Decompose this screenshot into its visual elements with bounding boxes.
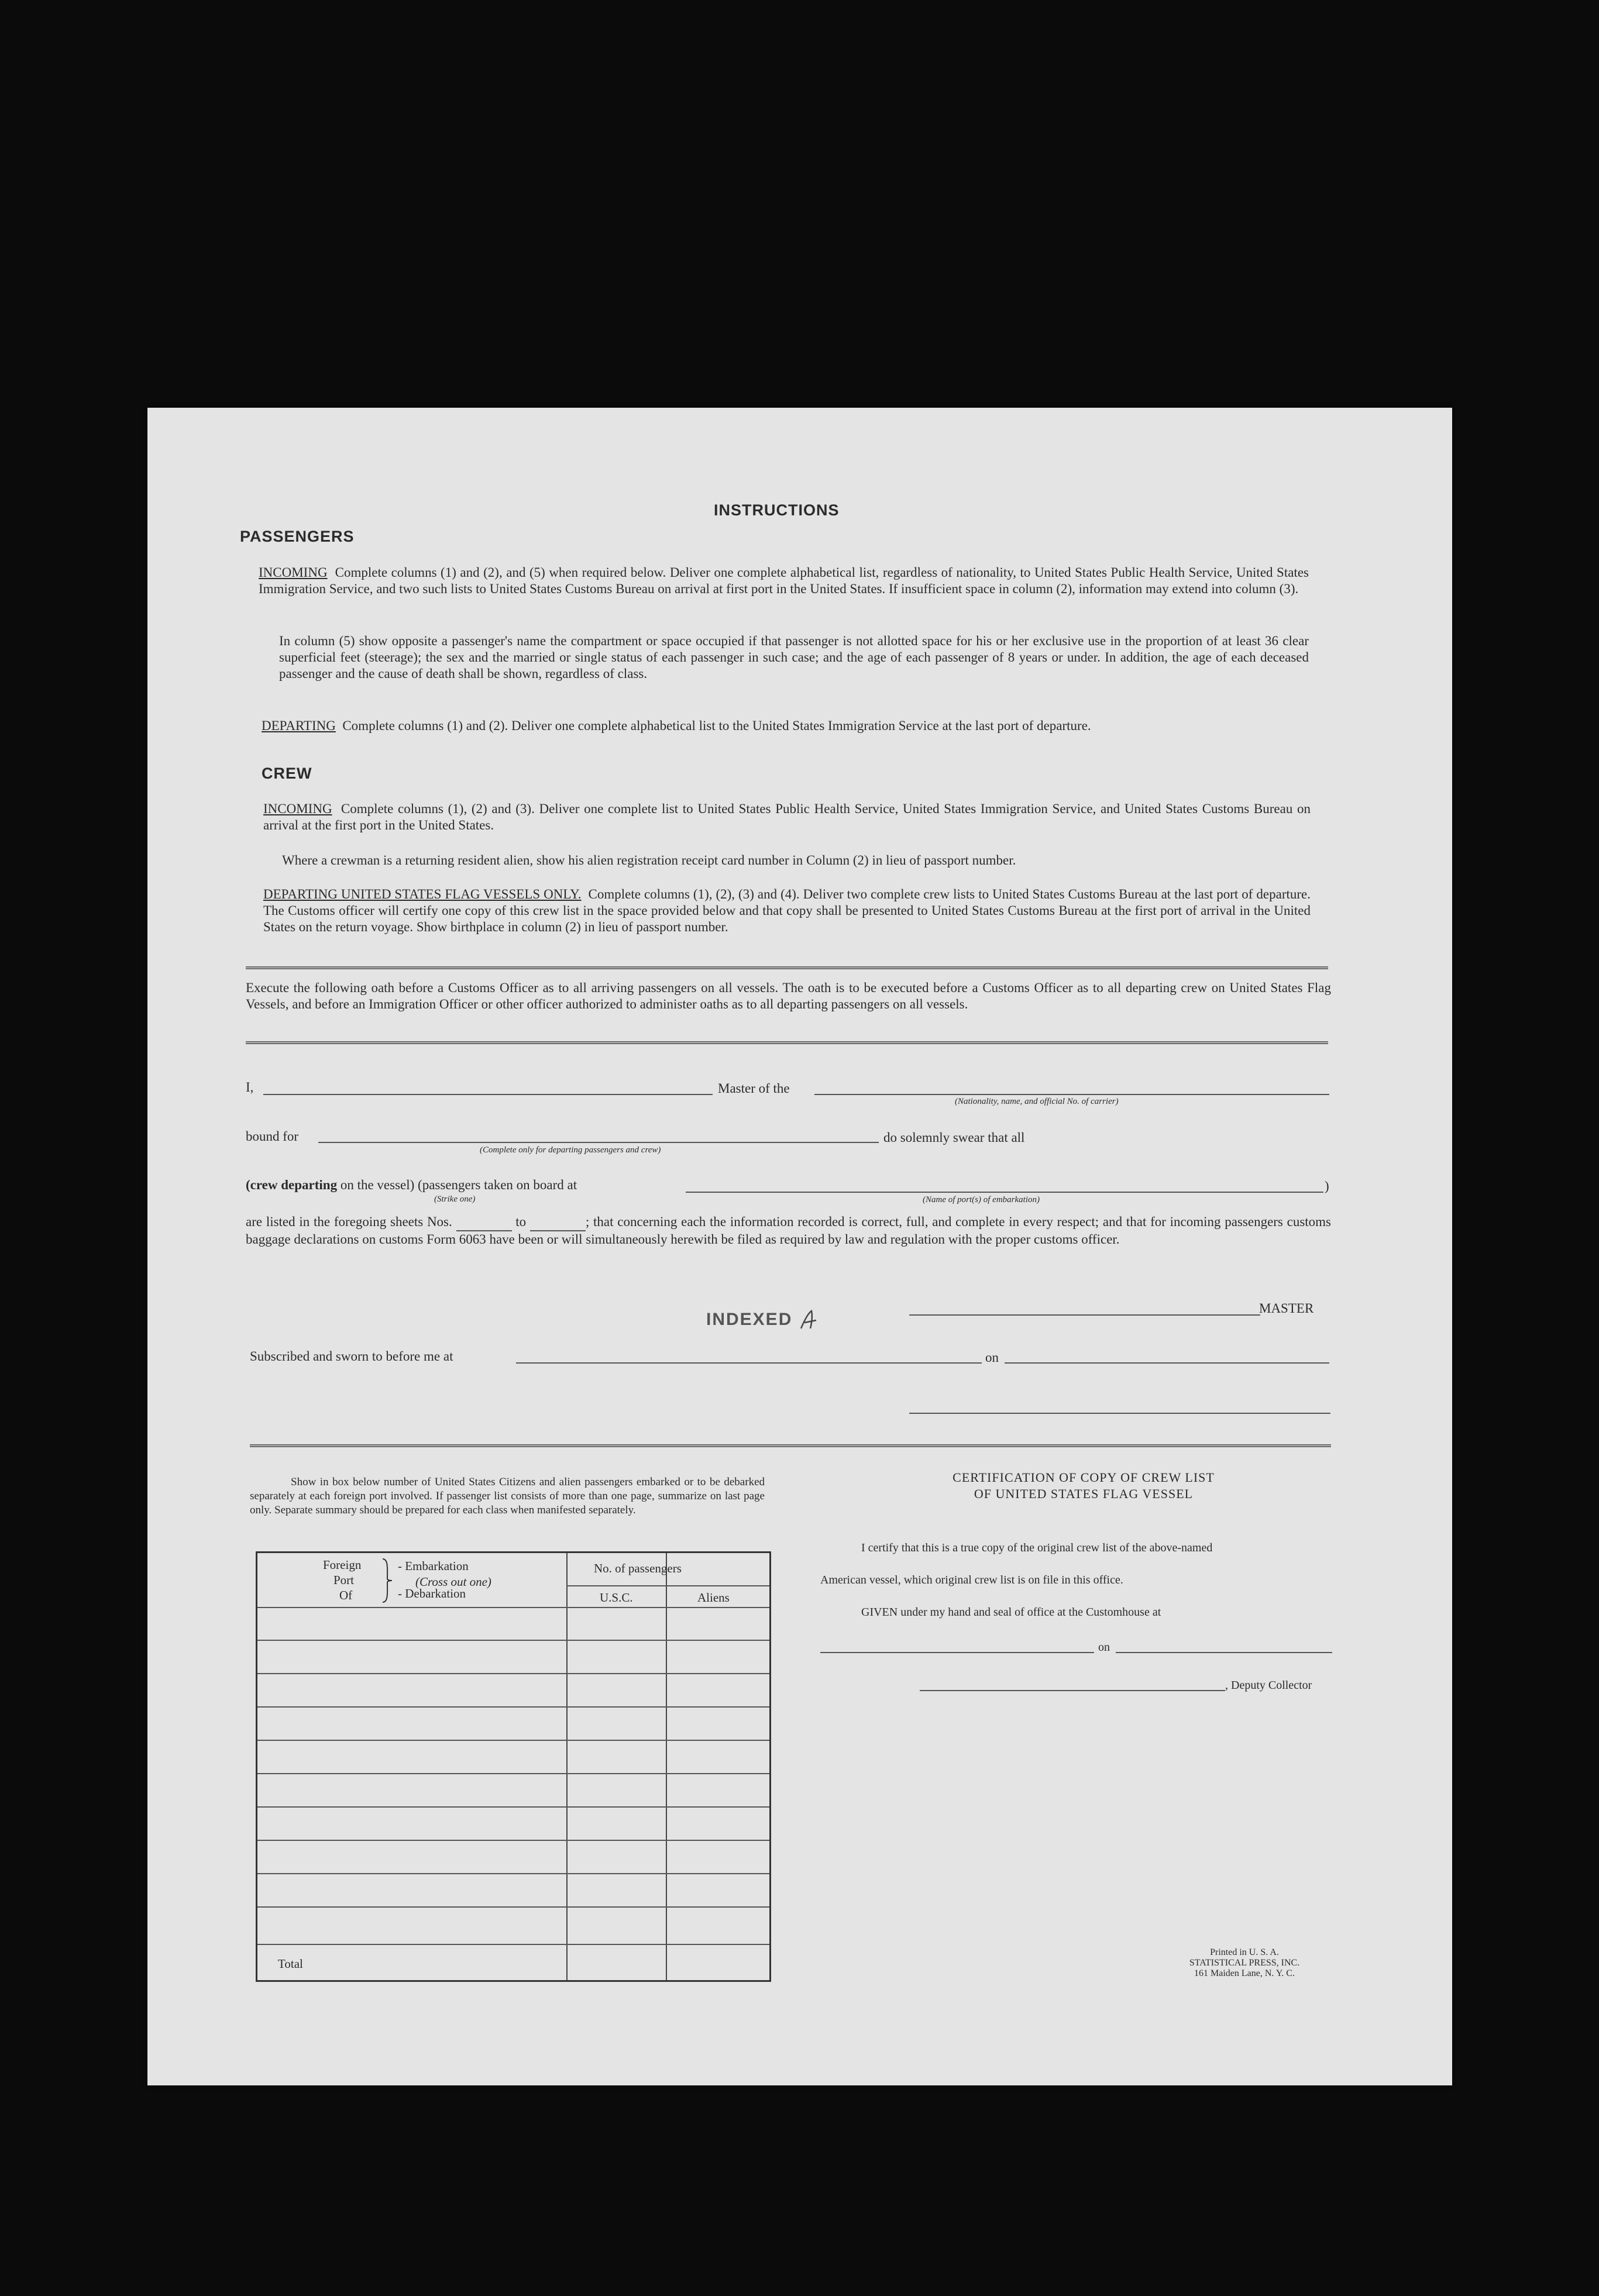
brace-icon [381,1558,394,1603]
header-embarkation: - Embarkation [398,1559,469,1573]
master-label: MASTER [1259,1301,1314,1316]
swear-text: do solemnly swear that all [883,1130,1025,1145]
printer-imprint [1157,1947,1332,1979]
passengers-taken-label: (passengers taken on board at [418,1178,577,1192]
total-label: Total [278,1957,303,1971]
certification-title-1: CERTIFICATION OF COPY OF CREW LIST [952,1470,1215,1485]
departing-label: DEPARTING [262,718,336,733]
indexed-stamp-text: INDEXED [706,1309,793,1329]
table-row-line [257,1840,769,1841]
sheet-to-field[interactable] [530,1214,586,1231]
sworn-place-field[interactable] [516,1362,982,1364]
officer-signature-field[interactable] [909,1413,1330,1414]
close-paren: ) [1325,1179,1329,1193]
master-name-field[interactable] [263,1094,713,1095]
sheet-from-field[interactable] [456,1214,512,1231]
divider-2 [246,1041,1328,1044]
table-col-divider-1 [566,1553,568,1980]
divider-1 [246,966,1328,969]
crew-heading: CREW [262,765,312,782]
certify-line-2: American vessel, which original crew list is on file in this office. [820,1574,1123,1586]
passengers-incoming-paragraph [259,564,1309,597]
table-row-line [257,1640,769,1641]
embarkation-ports-field[interactable] [686,1192,1323,1193]
strike-one-caption: (Strike one) [434,1195,476,1204]
certify-line-1: I certify that this is a true copy of the original crew list of the above-named [861,1541,1213,1554]
printer-line-2: STATISTICAL PRESS, INC. [1189,1958,1300,1968]
crew-incoming-label: INCOMING [263,801,332,816]
complete-only-caption: (Complete only for departing passengers and crew) [480,1145,661,1155]
departing-text: Complete columns (1) and (2). Deliver one complete alphabetical list to the United States Immigration Service at the last port of departure. [342,718,1091,733]
table-col-divider-2 [666,1553,667,1980]
flag-vessels-text: Complete columns (1), (2), (3) and (4). Deliver two complete crew lists to United States Customs Bureau at the last port of departure. The Customs officer will certify one copy of this crew list in the space provided below and that copy shall be presented to United States Customs Bureau at the first port of arrival in the United States on the return voyage. Show birthplace in column (2) in lieu of passport number. [263,887,1311,934]
divider-3 [250,1444,1331,1447]
master-of-label: Master of the [718,1081,790,1096]
header-usc: U.S.C. [600,1591,633,1605]
summary-instructions: Show in box below number of United States Citizens and alien passengers embarked or to be debarked separately at each foreign port involved. If passenger list consists of more than one page, summarize on last page only. Separate summary should be prepared for each class when manifested separately. [250,1476,765,1516]
header-of: Of [339,1588,353,1602]
table-total-line [257,1944,769,1945]
table-row-line [257,1873,769,1874]
nationality-caption: (Nationality, name, and official No. of carrier) [955,1097,1119,1106]
table-subheader-divider [566,1585,769,1586]
certify-on-label: on [1098,1641,1110,1654]
handwritten-initial-icon [799,1309,822,1332]
bound-for-label: bound for [246,1129,299,1144]
table-row-line [257,1673,769,1674]
table-row-line [257,1906,769,1908]
customhouse-field[interactable] [820,1652,1094,1653]
flag-vessels-label: DEPARTING UNITED STATES FLAG VESSELS ONLY. [263,887,582,901]
header-port: Port [333,1573,355,1587]
header-aliens: Aliens [697,1591,730,1605]
printer-line-3: 161 Maiden Lane, N. Y. C. [1194,1968,1295,1978]
table-row-line [257,1806,769,1808]
i-label: I, [246,1080,254,1094]
incoming-label: INCOMING [259,565,328,580]
listed-to: to [515,1214,527,1229]
certify-date-field[interactable] [1116,1652,1332,1653]
crew-incoming-text: Complete columns (1), (2) and (3). Deliver one complete list to United States Public Health Service, United States Immigration Service, and United States Customs Bureau on arrival at the first port in the United States. [263,801,1311,832]
indexed-stamp [706,1309,822,1332]
crew-departing-label: (crew departing [246,1178,338,1192]
printer-line-1: Printed in U. S. A. [1210,1947,1279,1957]
sworn-on-label: on [985,1350,999,1365]
passenger-summary-table [256,1551,771,1982]
ports-caption: (Name of port(s) of embarkation) [923,1195,1040,1204]
passengers-departing-paragraph [262,718,1309,734]
header-no-of-passengers: No. of passengers [594,1561,682,1575]
crewman-paragraph: Where a crewman is a returning resident alien, show his alien registration receipt card number in Column (2) in lieu of passport number. [282,853,1016,868]
carrier-field[interactable] [814,1094,1329,1095]
bound-for-field[interactable] [318,1142,879,1143]
subscribed-label: Subscribed and sworn to before me at [250,1349,453,1364]
flag-vessels-paragraph [263,886,1311,935]
instructions-title: INSTRUCTIONS [714,501,840,519]
table-row-line [257,1740,769,1741]
certification-title-2: OF UNITED STATES FLAG VESSEL [974,1486,1194,1501]
on-vessel-label: on the vessel) [340,1178,415,1192]
header-cross-out: (Cross out one) [415,1575,491,1589]
table-row-line [257,1773,769,1774]
table-header-divider [257,1607,769,1608]
master-signature-field[interactable] [909,1314,1260,1316]
passengers-heading: PASSENGERS [240,528,355,545]
sworn-date-field[interactable] [1005,1362,1329,1364]
crew-incoming-paragraph [263,801,1311,834]
deputy-collector-label: , Deputy Collector [1225,1679,1312,1692]
table-row-line [257,1706,769,1708]
listed-text-a: are listed in the foregoing sheets Nos. [246,1214,452,1229]
listed-sheets-paragraph [246,1214,1331,1248]
oath-intro: Execute the following oath before a Customs Officer as to all arriving passengers on all vessels. The oath is to be executed before a Customs Officer as to all departing crew on United States Flag Vessels, and before an Immigration Officer or other officer authorized to administer oaths as to all departing passengers on all vessels. [246,980,1331,1011]
header-foreign: Foreign [323,1558,362,1572]
header-debarkation: - Debarkation [398,1586,466,1600]
document-page [147,408,1452,2085]
column5-paragraph: In column (5) show opposite a passenger's name the compartment or space occupied if that passenger is not allotted space for his or her exclusive use in the proportion of at least 36 clear superficial feet (steerage); the sex and the married or single status of each passenger in such case; and the age of each passenger of 8 years or under. In addition, the age of each deceased passenger and the cause of death shall be shown, regardless of class. [279,634,1309,681]
listed-text-b: ; that concerning each the information recorded is correct, full, and complete in every respect; and that for incoming passengers customs baggage declarations on customs Form 6063 have been or will simultaneously herewith be filed as required by law and regulation with the proper customs officer. [246,1214,1332,1247]
certify-line-3: GIVEN under my hand and seal of office at the Customhouse at [861,1606,1161,1619]
certification-title [820,1469,1347,1502]
crew-passengers-line [246,1177,1334,1193]
incoming-text: Complete columns (1) and (2), and (5) when required below. Deliver one complete alphabetical list, regardless of nationality, to United States Public Health Service, United States Immigration Service, and two such lists to United States Customs Bureau on arrival at first port in the United States. If insufficient space in column (2), information may extend into column (3). [259,565,1309,596]
deputy-signature-field[interactable] [920,1690,1225,1691]
